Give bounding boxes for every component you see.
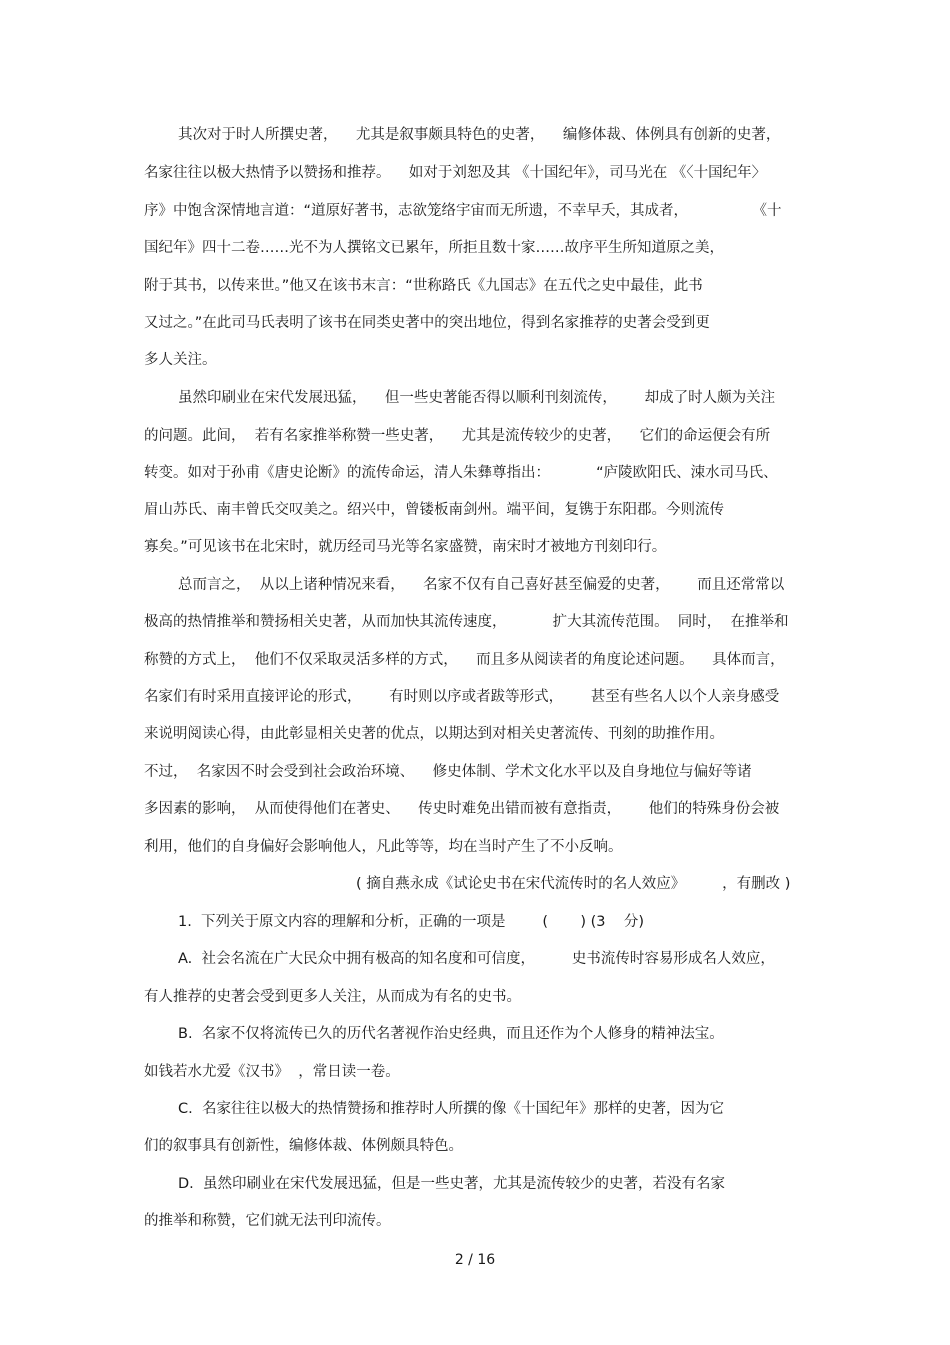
- paragraph-1-line-2: 名家往往以极大热情予以赞扬和推荐。 如对于刘恕及其 《十国纪年》，司马光在 《〈十国纪年〉: [144, 165, 767, 181]
- paragraph-1-line-6: 又过之。”在此司马氏表明了该书在同类史著中的突出地位，得到名家推荐的史著会受到更: [144, 315, 710, 331]
- option-c-line-2: 们的叙事具有创新性，编修体裁、体例颇具特色。: [144, 1138, 463, 1154]
- paragraph-1-line-4: 国纪年》四十二卷……光不为人撰铭文已累年，所拒且数十家……故序平生所知道原之美，: [144, 240, 724, 256]
- paragraph-2-line-3: 转变。如对于孙甫《唐史论断》的流传命运，清人朱彝尊指出： “庐陵欧阳氏、涑水司马氏、: [144, 465, 778, 481]
- option-d-line-2: 的推举和称赞，它们就无法刊印流传。: [144, 1213, 391, 1229]
- option-a-line-2: 有人推荐的史著会受到更多人关注，从而成为有名的史书。: [144, 989, 521, 1005]
- option-c-line-1: C. 名家往往以极大的热情赞扬和推荐时人所撰的像《十国纪年》那样的史著，因为它: [178, 1101, 724, 1117]
- paragraph-4-line-1: 不过， 名家因不时会受到社会政治环境、 修史体制、学术文化水平以及自身地位与偏好等诸: [144, 764, 752, 780]
- paragraph-2-line-2: 的问题。此间， 若有名家推举称赞一些史著， 尤其是流传较少的史著， 它们的命运便会有所: [144, 428, 771, 444]
- page-number: 2 / 16: [454, 1252, 496, 1268]
- option-b-line-2: 如钱若水尤爱《汉书》 ，常日读一卷。: [144, 1064, 400, 1080]
- paragraph-1-line-3: 序》中饱含深情地言道：“道原好著书，志欲笼络宇宙而无所遗，不幸早夭，其成者， 《十: [144, 203, 782, 219]
- paragraph-2-line-4: 眉山苏氏、南丰曾氏交叹美之。绍兴中，曾镂板南剑州。端平间，复镌于东阳郡。今则流传: [144, 502, 724, 518]
- option-b-line-1: B. 名家不仅将流传已久的历代名著视作治史经典，而且还作为个人修身的精神法宝。: [178, 1026, 724, 1042]
- paragraph-1-line-7: 多人关注。: [144, 352, 217, 368]
- paragraph-2-line-5: 寡矣。”可见该书在北宋时，就历经司马光等名家盛赞，南宋时才被地方刊刻印行。: [144, 539, 667, 555]
- paragraph-1-line-5: 附于其书，以传来世。”他又在该书末言：“世称路氏《九国志》在五代之史中最佳，此书: [144, 278, 703, 294]
- option-d-line-1: D. 虽然印刷业在宋代发展迅猛，但是一些史著，尤其是流传较少的史著，若没有名家: [178, 1176, 725, 1192]
- paragraph-4-line-2: 多因素的影响， 从而使得他们在著史、 传史时难免出错而被有意指责， 他们的特殊身份会被: [144, 801, 780, 817]
- option-a-line-1: A. 社会名流在广大民众中拥有极高的知名度和可信度， 史书流传时容易形成名人效应，: [178, 951, 775, 967]
- paragraph-4-line-3: 利用，他们的自身偏好会影响他人，凡此等等，均在当时产生了不小反响。: [144, 839, 623, 855]
- paragraph-3-line-3: 称赞的方式上， 他们不仅采取灵活多样的方式， 而且多从阅读者的角度论述问题。 具体而言，: [144, 652, 785, 668]
- source-citation: ( 摘自燕永成《试论史书在宋代流传时的名人效应》 ，有删改 ): [356, 876, 791, 892]
- question-stem: 1. 下列关于原文内容的理解和分析，正确的一项是 ( ) (3 分): [178, 914, 645, 930]
- paragraph-2-line-1: 虽然印刷业在宋代发展迅猛， 但一些史著能否得以顺利刊刻流传， 却成了时人颇为关注: [178, 390, 776, 406]
- paragraph-3-line-1: 总而言之， 从以上诸种情况来看， 名家不仅有自己喜好甚至偏爱的史著， 而且还常常以: [178, 577, 785, 593]
- paragraph-3-line-4: 名家们有时采用直接评论的形式， 有时则以序或者跋等形式， 甚至有些名人以个人亲身感受: [144, 689, 780, 705]
- paragraph-1-line-1: 其次对于时人所撰史著， 尤其是叙事颇具特色的史著， 编修体裁、体例具有创新的史著，: [178, 127, 781, 143]
- paragraph-3-line-2: 极高的热情推举和赞扬相关史著，从而加快其流传速度， 扩大其流传范围。 同时， 在推举和: [144, 614, 789, 630]
- paragraph-3-line-5: 来说明阅读心得，由此彰显相关史著的优点，以期达到对相关史著流传、刊刻的助推作用。: [144, 726, 724, 742]
